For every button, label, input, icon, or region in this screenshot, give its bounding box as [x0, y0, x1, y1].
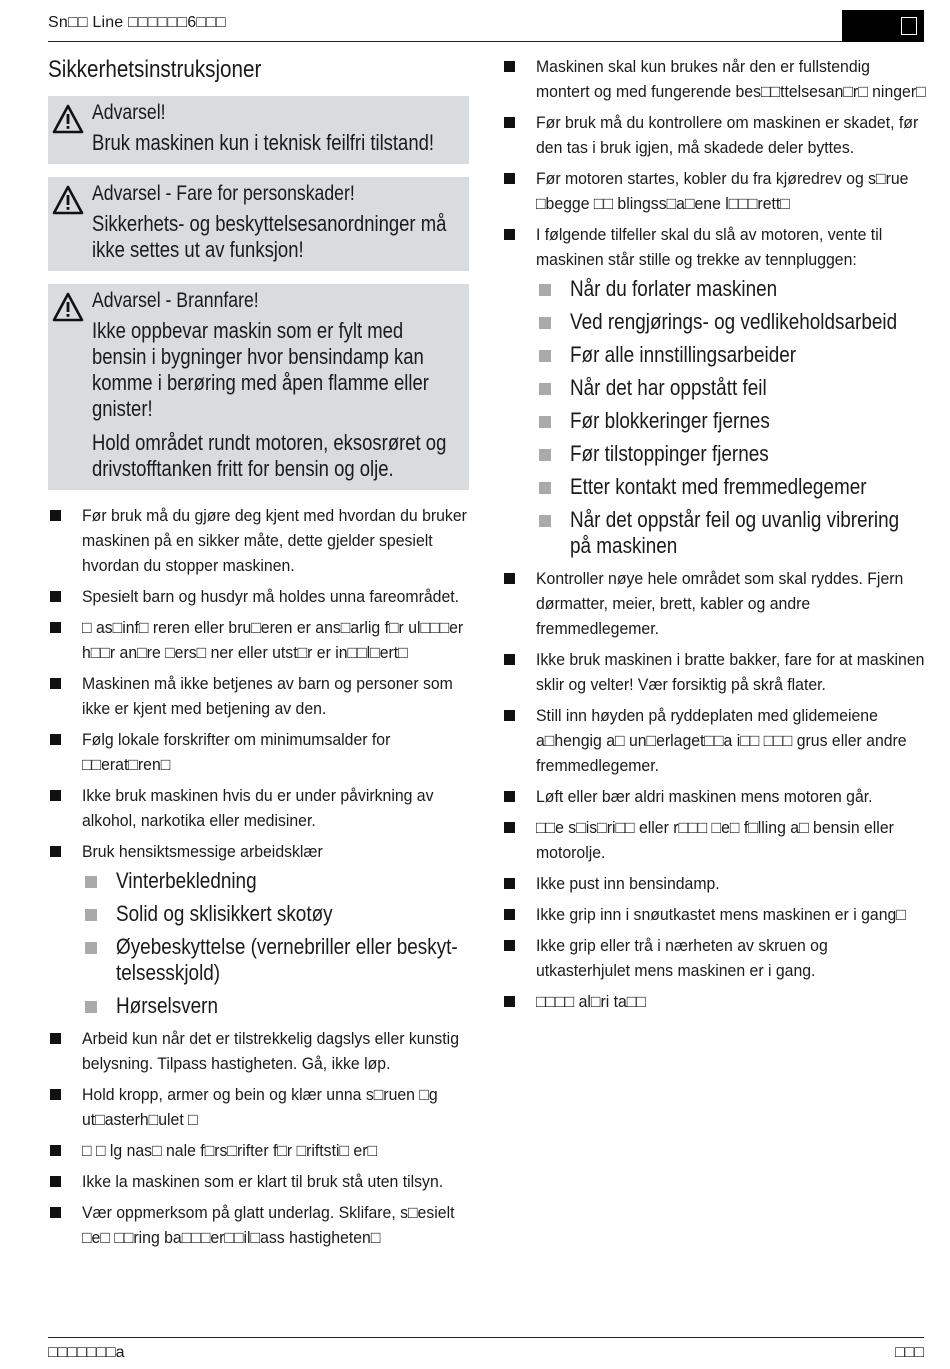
right-column	[502, 54, 924, 1020]
list-item: Ikke grip inn i snøutkastet mens maskinen er i gang□	[502, 902, 924, 927]
sublist-item: Før blokkeringer fjernes	[536, 408, 924, 434]
warning-triangle-icon	[52, 104, 84, 134]
bullet-grey-square-icon	[85, 1001, 97, 1013]
bullet-grey-square-icon	[539, 416, 551, 428]
bullet-square-icon	[504, 654, 515, 665]
list-item: Løft eller bær aldri maskinen mens motoren går.	[502, 784, 924, 809]
list-item: Ikke bruk maskinen hvis du er under påvirkning av alkohol, narkotika eller medisiner.	[48, 783, 469, 833]
sublist-item: Etter kontakt med fremmedlegemer	[536, 474, 924, 500]
list-item: Ikke bruk maskinen i bratte bakker, fare for at maskinen sklir og velter! Vær forsiktig på skrå flater.	[502, 647, 924, 697]
bullet-grey-square-icon	[85, 909, 97, 921]
bullet-square-icon	[504, 996, 515, 1007]
bullet-square-icon	[50, 846, 61, 857]
bullet-grey-square-icon	[539, 383, 551, 395]
sublist-item: Øyebeskyttelse (vernebriller eller beskyt-telsesskjold)	[82, 934, 469, 986]
bullet-square-icon	[50, 622, 61, 633]
bullet-grey-square-icon	[539, 515, 551, 527]
sublist-item: Vinterbekledning	[82, 868, 469, 894]
list-item: □□□□ al□ri ta□□	[502, 989, 924, 1014]
bullet-square-icon	[50, 1145, 61, 1156]
sublist-item: Når det har oppstått feil	[536, 375, 924, 401]
bullet-square-icon	[50, 1089, 61, 1100]
sublist-item: Før alle innstillingsarbeider	[536, 342, 924, 368]
footer-doc-code: □□□□□□□a	[48, 1344, 125, 1361]
warning-box-fire	[48, 284, 469, 490]
bullet-square-icon	[504, 909, 515, 920]
list-item: Før bruk må du kontrollere om maskinen er skadet, før den tas i bruk igjen, må skadede deler byttes.	[502, 110, 924, 160]
right-bullet-list	[502, 54, 924, 1014]
list-item: Kontroller nøye hele området som skal ryddes. Fjern dørmatter, meier, brett, kabler og andre fremmedlegemer.	[502, 566, 924, 641]
bullet-square-icon	[504, 710, 515, 721]
warning-title: Advarsel!	[92, 101, 166, 124]
sublist-item: Hørselsvern	[82, 993, 469, 1019]
list-item: Følg lokale forskrifter om minimumsalder for □□erat□ren□	[48, 727, 469, 777]
warning-box-general	[48, 96, 469, 164]
bullet-grey-square-icon	[539, 482, 551, 494]
page-header	[48, 0, 924, 42]
stop-cases-sublist	[536, 276, 924, 559]
list-item: □ □ lg nas□ nale f□rs□rifter f□r □riftsti□ er□	[48, 1138, 469, 1163]
warning-text: Bruk maskinen kun i teknisk feilfri tilstand!	[92, 130, 435, 155]
list-item: Bruk hensiktsmessige arbeidsklær Vinterbekledning Solid og sklisikkert skotøy Øyebeskyttelse (vernebriller eller beskyt-telsesskjold) Hørselsvern	[48, 839, 469, 1019]
list-item: I følgende tilfeller skal du slå av motoren, vente til maskinen står stille og trekke av tennpluggen: Når du forlater maskinen Ved rengjørings- og vedlikeholdsarbeid Før alle innstillingsarbeider Når det har oppstått feil Før blokkeringer fjernes Før tilstoppinger fjernes Etter kontakt med fremmedlegemer Når det oppstår feil og uvanlig vibrering på maskinen	[502, 222, 924, 559]
bullet-square-icon	[50, 1033, 61, 1044]
footer-page-number: □□□	[895, 1344, 924, 1361]
list-item: Før motoren startes, kobler du fra kjøredrev og s□rue □begge □□ blingss□a□ene l□□□rett□	[502, 166, 924, 216]
bullet-square-icon	[504, 229, 515, 240]
list-item: Før bruk må du gjøre deg kjent med hvordan du bruker maskinen på en sikker måte, dette gjelder spesielt hvordan du stopper maskinen.	[48, 503, 469, 578]
list-item: Still inn høyden på ryddeplaten med glidemeiene a□hengig a□ un□erlaget□□a i□□ □□□ grus eller andre fremmedlegemer.	[502, 703, 924, 778]
section-title: Sikkerhetsinstruksjoner	[48, 56, 262, 83]
bullet-square-icon	[50, 790, 61, 801]
bullet-square-icon	[504, 173, 515, 184]
warning-title: Advarsel - Brannfare!	[92, 289, 259, 312]
bullet-grey-square-icon	[85, 876, 97, 888]
bullet-square-icon	[504, 878, 515, 889]
warning-title: Advarsel - Fare for personskader!	[92, 182, 355, 205]
warning-text: Hold området rundt motoren, eksosrøret og drivstofftanken fritt for bensin og olje.	[92, 430, 447, 481]
warning-text: Ikke oppbevar maskin som er fylt med bensin i bygninger hvor bensindamp kan komme i berøring med åpen flamme eller gnister!	[92, 318, 429, 421]
bullet-square-icon	[50, 678, 61, 689]
footer-divider	[48, 1337, 924, 1338]
list-item: Ikke grip eller trå i nærheten av skruen og utkasterhjulet mens maskinen er i gang.	[502, 933, 924, 983]
list-item: Vær oppmerksom på glatt underlag. Sklifare, s□esielt □e□ □□ring ba□□□er□□il□ass hastigheten□	[48, 1200, 469, 1250]
left-column	[48, 54, 469, 1256]
bullet-grey-square-icon	[539, 284, 551, 296]
bullet-grey-square-icon	[539, 350, 551, 362]
bullet-square-icon	[50, 510, 61, 521]
header-black-tab	[842, 10, 924, 42]
list-item: Spesielt barn og husdyr må holdes unna fareområdet.	[48, 584, 469, 609]
list-item: □□e s□is□ri□□ eller r□□□ □e□ f□lling a□ bensin eller motorolje.	[502, 815, 924, 865]
list-item: Ikke la maskinen som er klart til bruk stå uten tilsyn.	[48, 1169, 469, 1194]
bullet-square-icon	[504, 791, 515, 802]
sublist-item: Når du forlater maskinen	[536, 276, 924, 302]
bullet-square-icon	[50, 591, 61, 602]
bullet-square-icon	[504, 117, 515, 128]
warning-triangle-icon	[52, 185, 84, 215]
header-box-icon	[901, 17, 917, 35]
sublist-item: Når det oppstår feil og uvanlig vibrering på maskinen	[536, 507, 924, 559]
bullet-grey-square-icon	[539, 449, 551, 461]
header-title: Sn□□ Line □□□□□□6□□□	[48, 14, 226, 31]
bullet-grey-square-icon	[85, 942, 97, 954]
bullet-grey-square-icon	[539, 317, 551, 329]
list-item: Maskinen må ikke betjenes av barn og personer som ikke er kjent med betjening av den.	[48, 671, 469, 721]
bullet-square-icon	[50, 1176, 61, 1187]
bullet-square-icon	[504, 61, 515, 72]
bullet-square-icon	[504, 573, 515, 584]
warning-triangle-icon	[52, 292, 84, 322]
sublist-item: Ved rengjørings- og vedlikeholdsarbeid	[536, 309, 924, 335]
warning-box-injury	[48, 177, 469, 271]
sublist-item: Solid og sklisikkert skotøy	[82, 901, 469, 927]
warning-text: Sikkerhets- og beskyttelsesanordninger må ikke settes ut av funksjon!	[92, 211, 447, 262]
list-item: Arbeid kun når det er tilstrekkelig dagslys eller kunstig belysning. Tilpass hastigheten. Gå, ikke løp.	[48, 1026, 469, 1076]
list-item: Maskinen skal kun brukes når den er fullstendig montert og med fungerende bes□□ttelsesan□r□ ninger□	[502, 54, 924, 104]
bullet-square-icon	[504, 940, 515, 951]
bullet-square-icon	[50, 1207, 61, 1218]
sublist-item: Før tilstoppinger fjernes	[536, 441, 924, 467]
bullet-square-icon	[504, 822, 515, 833]
clothing-sublist	[82, 868, 469, 1019]
list-item: Ikke pust inn bensindamp.	[502, 871, 924, 896]
list-item: Hold kropp, armer og bein og klær unna s□ruen □g ut□asterh□ulet □	[48, 1082, 469, 1132]
list-item: □ as□inf□ reren eller bru□eren er ans□arlig f□r ul□□□er h□□r an□re □ers□ ner eller utst□r er in□□l□ert□	[48, 615, 469, 665]
left-bullet-list	[48, 503, 469, 1250]
bullet-square-icon	[50, 734, 61, 745]
